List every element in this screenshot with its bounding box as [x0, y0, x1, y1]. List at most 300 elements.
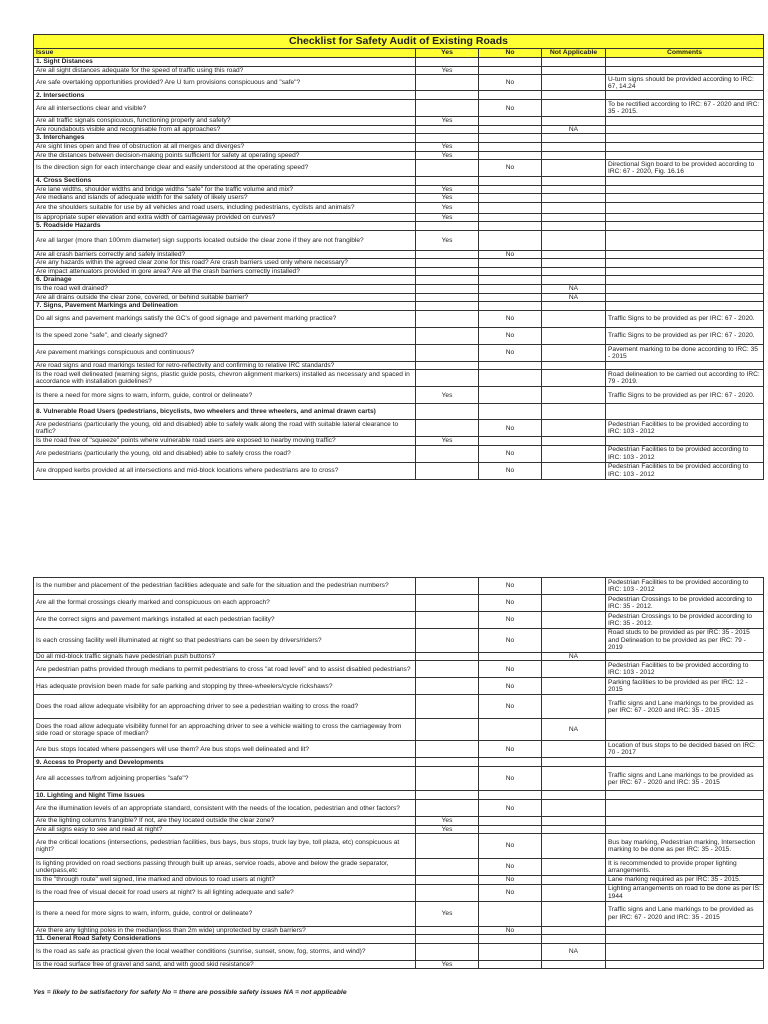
no-cell: [479, 125, 542, 133]
na-cell: [542, 327, 606, 344]
yes-cell: [416, 612, 479, 629]
no-cell: No: [479, 884, 542, 901]
na-cell: [542, 695, 606, 719]
header-no: No: [479, 49, 542, 58]
yes-cell: [416, 926, 479, 934]
issue-question: Are the distances between decision-making points sufficient for safety at operating speed?: [34, 151, 416, 159]
yes-cell: [416, 327, 479, 344]
yes-cell: [416, 943, 479, 960]
no-cell: [479, 151, 542, 159]
yes-cell: [416, 267, 479, 275]
issue-question: Are pedestrians (particularly the young, old and disabled) able to safely walk along the road with suitable lateral clearance to traffic?: [34, 420, 416, 437]
checklist-row: [34, 926, 764, 934]
no-cell: No: [479, 462, 542, 479]
na-cell: [542, 859, 606, 876]
yes-cell: [416, 767, 479, 791]
comment-cell: [606, 185, 764, 193]
comment-cell: U-turn signs should be provided according to IRC: 67, 14.24: [606, 75, 764, 91]
no-cell: [479, 267, 542, 275]
issue-question: Are any hazards within the agreed clear zone for this road? Are crash barriers used only where necessary?: [34, 259, 416, 267]
checklist-row: [34, 462, 764, 479]
na-cell: [542, 629, 606, 653]
comment-cell: Traffic Signs to be provided as per IRC: 67 - 2020.: [606, 310, 764, 327]
no-cell: No: [479, 661, 542, 678]
issue-question: Are the shoulders suitable for use by all vehicles and road users, including pedestrians, cyclists and animals?: [34, 202, 416, 213]
comment-cell: Pedestrian Facilities to be provided according to IRC: 103 - 2012: [606, 420, 764, 437]
comment-cell: [606, 194, 764, 202]
na-cell: [542, 75, 606, 91]
yes-cell: Yes: [416, 437, 479, 445]
empty-cell: [416, 176, 479, 185]
header-issue: Issue: [34, 49, 416, 58]
no-cell: No: [479, 445, 542, 462]
empty-cell: [416, 301, 479, 310]
empty-cell: [606, 134, 764, 143]
checklist-row: [34, 202, 764, 213]
issue-question: Are the lighting columns frangible? If not, are they located outside the clear zone?: [34, 817, 416, 825]
na-cell: [542, 194, 606, 202]
na-cell: [542, 202, 606, 213]
checklist-row: [34, 151, 764, 159]
na-cell: NA: [542, 719, 606, 741]
yes-cell: [416, 462, 479, 479]
na-cell: [542, 67, 606, 75]
comment-cell: [606, 825, 764, 833]
yes-cell: [416, 800, 479, 817]
issue-question: Are safe overtaking opportunities provided? Are U turn provisions conspicuous and "safe"?: [34, 75, 416, 91]
checklist-row: [34, 293, 764, 301]
section-title: 11. General Road Safety Considerations: [34, 934, 416, 943]
na-cell: [542, 344, 606, 361]
empty-cell: [416, 222, 479, 231]
empty-cell: [479, 404, 542, 420]
na-cell: [542, 462, 606, 479]
empty-cell: [479, 91, 542, 100]
comment-cell: Pedestrian Facilities to be provided according to IRC: 103 - 2012: [606, 445, 764, 462]
checklist-row: [34, 185, 764, 193]
no-cell: No: [479, 741, 542, 758]
yes-cell: [416, 595, 479, 612]
section-header-row: [34, 934, 764, 943]
section-header-row: [34, 791, 764, 800]
checklist-row: [34, 361, 764, 369]
yes-cell: [416, 100, 479, 117]
section-header-row: [34, 276, 764, 285]
yes-cell: [416, 420, 479, 437]
yes-cell: [416, 445, 479, 462]
na-cell: NA: [542, 293, 606, 301]
issue-question: Are impact attenuators provided in gore area? Are all the crash barriers correctly installed?: [34, 267, 416, 275]
yes-cell: [416, 876, 479, 884]
no-cell: [479, 943, 542, 960]
comment-cell: [606, 202, 764, 213]
yes-cell: [416, 370, 479, 387]
checklist-row: [34, 825, 764, 833]
issue-question: Are all intersections clear and visible?: [34, 100, 416, 117]
na-cell: NA: [542, 285, 606, 293]
yes-cell: Yes: [416, 117, 479, 125]
checklist-row: [34, 327, 764, 344]
na-cell: [542, 834, 606, 859]
comment-cell: [606, 67, 764, 75]
comment-cell: [606, 293, 764, 301]
checklist-row: [34, 213, 764, 221]
issue-question: Do all signs and pavement markings satisfy the GC's of good signage and pavement marking practice?: [34, 310, 416, 327]
section-title: 8. Vulnerable Road Users (pedestrians, bicyclists, two wheelers and three wheelers, and animal drawn carts): [34, 404, 416, 420]
na-cell: [542, 901, 606, 926]
issue-question: Are road signs and road markings tested for retro-reflectivity and confirming to relative IRC standards?: [34, 361, 416, 369]
no-cell: [479, 817, 542, 825]
comment-cell: Road studs to be provided as per IRC: 35 - 2015 and Delineation to be provided as per IRC: 79 - 2019: [606, 629, 764, 653]
empty-cell: [606, 301, 764, 310]
empty-cell: [606, 404, 764, 420]
checklist-row: [34, 578, 764, 595]
empty-cell: [479, 222, 542, 231]
header-yes: Yes: [416, 49, 479, 58]
yes-cell: Yes: [416, 202, 479, 213]
empty-cell: [542, 58, 606, 67]
issue-question: Is the "through route" well signed, line marked and obvious to road users at night?: [34, 876, 416, 884]
no-cell: [479, 293, 542, 301]
comment-cell: [606, 437, 764, 445]
checklist-row: [34, 285, 764, 293]
no-cell: [479, 143, 542, 151]
yes-cell: Yes: [416, 143, 479, 151]
empty-cell: [606, 58, 764, 67]
empty-cell: [606, 276, 764, 285]
issue-question: Is there a need for more signs to warn, inform, guide, control or delineate?: [34, 901, 416, 926]
issue-question: Are dropped kerbs provided at all intersections and mid-block locations where pedestrians are to cross?: [34, 462, 416, 479]
issue-question: Is the road as safe as practical given the local weather conditions (sunrise, sunset, snow, fog, storms, and wind)?: [34, 943, 416, 960]
no-cell: [479, 901, 542, 926]
checklist-row: [34, 67, 764, 75]
na-cell: [542, 251, 606, 259]
yes-cell: [416, 344, 479, 361]
empty-cell: [542, 404, 606, 420]
checklist-row: [34, 437, 764, 445]
checklist-row: [34, 767, 764, 791]
yes-cell: [416, 361, 479, 369]
no-cell: [479, 259, 542, 267]
yes-cell: Yes: [416, 194, 479, 202]
comment-cell: [606, 285, 764, 293]
checklist-row: [34, 960, 764, 968]
no-cell: [479, 213, 542, 221]
yes-cell: [416, 884, 479, 901]
na-cell: [542, 361, 606, 369]
na-cell: [542, 231, 606, 251]
issue-question: Are the illumination levels of an appropriate standard, consistent with the needs of the location, pedestrian and other factors?: [34, 800, 416, 817]
no-cell: No: [479, 327, 542, 344]
empty-cell: [416, 58, 479, 67]
issue-question: Are all traffic signals conspicuous, functioning properly and safety?: [34, 117, 416, 125]
comment-cell: [606, 960, 764, 968]
section-header-row: [34, 58, 764, 67]
issue-question: Is the speed zone "safe", and clearly signed?: [34, 327, 416, 344]
checklist-row: [34, 370, 764, 387]
no-cell: [479, 231, 542, 251]
no-cell: [479, 960, 542, 968]
na-cell: [542, 159, 606, 176]
na-cell: [542, 825, 606, 833]
comment-cell: [606, 943, 764, 960]
comment-cell: [606, 117, 764, 125]
no-cell: [479, 194, 542, 202]
comment-cell: Bus bay marking, Pedestrian marking, Intersection marking to be done as per IRC: 35 - 2015.: [606, 834, 764, 859]
legend-footnote: Yes = likely to be satisfactory for safety No = there are possible safety issues NA = not applicable: [33, 989, 347, 996]
yes-cell: [416, 251, 479, 259]
checklist-row: [34, 310, 764, 327]
section-title: 7. Signs, Pavement Markings and Delineation: [34, 301, 416, 310]
comment-cell: Directional Sign board to be provided according to IRC: 67 - 2020, Fig. 16.16: [606, 159, 764, 176]
issue-question: Are bus stops located where passengers will use them? Are bus stops well delineated and lit?: [34, 741, 416, 758]
no-cell: No: [479, 695, 542, 719]
section-title: 1. Sight Distances: [34, 58, 416, 67]
na-cell: [542, 387, 606, 404]
empty-cell: [542, 301, 606, 310]
empty-cell: [606, 222, 764, 231]
yes-cell: Yes: [416, 901, 479, 926]
checklist-row: [34, 259, 764, 267]
na-cell: NA: [542, 943, 606, 960]
checklist-row: [34, 741, 764, 758]
checklist-row: [34, 251, 764, 259]
comment-cell: Pedestrian Facilities to be provided according to IRC: 103 - 2012: [606, 462, 764, 479]
issue-question: Are the correct signs and pavement markings installed at each pedestrian facility?: [34, 612, 416, 629]
issue-question: Is the direction sign for each interchange clear and easily understood at the operating speed?: [34, 159, 416, 176]
empty-cell: [606, 176, 764, 185]
issue-question: Are all sight distances adequate for the speed of traffic using this road?: [34, 67, 416, 75]
no-cell: [479, 67, 542, 75]
comment-cell: Pedestrian Crossings to be provided according to IRC: 35 - 2012.: [606, 595, 764, 612]
na-cell: [542, 800, 606, 817]
yes-cell: [416, 695, 479, 719]
issue-question: Are roundabouts visible and recognisable from all approaches?: [34, 125, 416, 133]
empty-cell: [479, 301, 542, 310]
empty-cell: [542, 222, 606, 231]
comment-cell: [606, 361, 764, 369]
section-title: 10. Lighting and Night Time Issues: [34, 791, 416, 800]
na-cell: NA: [542, 653, 606, 661]
issue-question: Is the road free of "squeeze" points where vulnerable road users are exposed to nearby moving traffic?: [34, 437, 416, 445]
section-header-row: [34, 176, 764, 185]
yes-cell: [416, 293, 479, 301]
checklist-row: [34, 75, 764, 91]
no-cell: [479, 361, 542, 369]
issue-question: Is the road free of visual deceit for road users at night? Is all lighting adequate and safe?: [34, 884, 416, 901]
header-not-applicable: Not Applicable: [542, 49, 606, 58]
section-header-row: [34, 301, 764, 310]
yes-cell: Yes: [416, 960, 479, 968]
comment-cell: Pavement marking to be done according to IRC: 35 - 2015: [606, 344, 764, 361]
no-cell: No: [479, 612, 542, 629]
no-cell: No: [479, 251, 542, 259]
no-cell: [479, 387, 542, 404]
na-cell: [542, 370, 606, 387]
checklist-row: [34, 695, 764, 719]
empty-cell: [542, 176, 606, 185]
na-cell: [542, 117, 606, 125]
comment-cell: [606, 231, 764, 251]
issue-question: Is the road surface free of gravel and sand, and with good skid resistance?: [34, 960, 416, 968]
no-cell: No: [479, 800, 542, 817]
yes-cell: Yes: [416, 213, 479, 221]
empty-cell: [606, 91, 764, 100]
checklist-row: [34, 653, 764, 661]
yes-cell: [416, 741, 479, 758]
na-cell: [542, 259, 606, 267]
yes-cell: [416, 661, 479, 678]
checklist-row: [34, 901, 764, 926]
comment-cell: It is recommended to provide proper lighting arrangements.: [606, 859, 764, 876]
no-cell: No: [479, 159, 542, 176]
na-cell: [542, 267, 606, 275]
section-title: 4. Cross Sections: [34, 176, 416, 185]
issue-question: Does the road allow adequate visibility funnel for an approaching driver to see a vehicle waiting to cross the carriageway from side road or storage space of median?: [34, 719, 416, 741]
checklist-row: [34, 876, 764, 884]
na-cell: [542, 185, 606, 193]
comment-cell: [606, 267, 764, 275]
comment-cell: Traffic Signs to be provided as per IRC: 67 - 2020.: [606, 327, 764, 344]
na-cell: [542, 420, 606, 437]
no-cell: No: [479, 876, 542, 884]
empty-cell: [542, 934, 606, 943]
section-header-row: [34, 222, 764, 231]
comment-cell: Pedestrian Facilities to be provided according to IRC: 103 - 2012: [606, 661, 764, 678]
issue-question: Are all drains outside the clear zone, covered, or behind suitable barrier?: [34, 293, 416, 301]
empty-cell: [479, 134, 542, 143]
empty-cell: [416, 934, 479, 943]
no-cell: No: [479, 344, 542, 361]
issue-question: Are sight lines open and free of obstruction at all merges and diverges?: [34, 143, 416, 151]
checklist-row: [34, 267, 764, 275]
comment-cell: Pedestrian Facilities to be provided according to IRC: 103 - 2012: [606, 578, 764, 595]
issue-question: Are pavement markings conspicuous and continuous?: [34, 344, 416, 361]
issue-question: Is the road well delineated (warning signs, plastic guide posts, chevron alignment markers) installed as necessary and spaced in accordance with installation guidelines?: [34, 370, 416, 387]
checklist-row: [34, 943, 764, 960]
empty-cell: [606, 934, 764, 943]
empty-cell: [542, 134, 606, 143]
checklist-row: [34, 800, 764, 817]
yes-cell: [416, 578, 479, 595]
yes-cell: [416, 310, 479, 327]
checklist-row: [34, 159, 764, 176]
comment-cell: Traffic signs and Lane markings to be provided as per IRC: 67 - 2020 and IRC: 35 - 2015: [606, 901, 764, 926]
yes-cell: Yes: [416, 387, 479, 404]
checklist-row: [34, 678, 764, 695]
comment-cell: [606, 259, 764, 267]
checklist-row: [34, 231, 764, 251]
section-header-row: [34, 758, 764, 767]
issue-question: Do all mid-block traffic signals have pedestrian push buttons?: [34, 653, 416, 661]
issue-question: Are there any lighting poles in the median(less than 2m wide) unprotected by crash barriers?: [34, 926, 416, 934]
checklist-row: [34, 420, 764, 437]
yes-cell: [416, 159, 479, 176]
yes-cell: [416, 125, 479, 133]
comment-cell: Traffic Signs to be provided as per IRC: 67 - 2020.: [606, 387, 764, 404]
yes-cell: Yes: [416, 231, 479, 251]
na-cell: [542, 767, 606, 791]
empty-cell: [479, 58, 542, 67]
issue-question: Are all larger (more than 100mm diameter) sign supports located outside the clear zone if they are not frangible?: [34, 231, 416, 251]
empty-cell: [479, 176, 542, 185]
comment-cell: [606, 125, 764, 133]
issue-question: Are all accesses to/from adjoining properties "safe"?: [34, 767, 416, 791]
comment-cell: Location of bus stops to be decided based on IRC: 70 - 2017: [606, 741, 764, 758]
no-cell: No: [479, 767, 542, 791]
yes-cell: Yes: [416, 817, 479, 825]
yes-cell: [416, 678, 479, 695]
no-cell: No: [479, 629, 542, 653]
no-cell: [479, 653, 542, 661]
no-cell: No: [479, 75, 542, 91]
checklist-row: [34, 117, 764, 125]
yes-cell: [416, 653, 479, 661]
issue-question: Are medians and islands of adequate width for the safety of likely users?: [34, 194, 416, 202]
comment-cell: [606, 251, 764, 259]
yes-cell: Yes: [416, 151, 479, 159]
section-title: 2. Intersections: [34, 91, 416, 100]
na-cell: [542, 926, 606, 934]
comment-cell: Lane marking required as per IRC: 35 - 2015.: [606, 876, 764, 884]
no-cell: No: [479, 926, 542, 934]
empty-cell: [542, 276, 606, 285]
comment-cell: Pedestrian Crossings to be provided according to IRC: 35 - 2012.: [606, 612, 764, 629]
empty-cell: [542, 91, 606, 100]
issue-question: Is the number and placement of the pedestrian facilities adequate and safe for the situation and the pedestrian numbers?: [34, 578, 416, 595]
yes-cell: [416, 859, 479, 876]
empty-cell: [542, 791, 606, 800]
empty-cell: [542, 758, 606, 767]
issue-question: Are pedestrian paths provided through medians to permit pedestrians to cross "at road level" and to assist disabled pedestrians?: [34, 661, 416, 678]
na-cell: [542, 884, 606, 901]
section-title: 6. Drainage: [34, 276, 416, 285]
no-cell: [479, 185, 542, 193]
na-cell: [542, 678, 606, 695]
checklist-row: [34, 595, 764, 612]
yes-cell: [416, 834, 479, 859]
no-cell: [479, 285, 542, 293]
issue-question: Is appropriate super elevation and extra width of carriageway provided on curves?: [34, 213, 416, 221]
na-cell: [542, 578, 606, 595]
na-cell: [542, 741, 606, 758]
issue-question: Is there a need for more signs to warn, inform, guide, control or delineate?: [34, 387, 416, 404]
comment-cell: [606, 653, 764, 661]
no-cell: [479, 370, 542, 387]
no-cell: No: [479, 100, 542, 117]
na-cell: [542, 595, 606, 612]
section-title: 9. Access to Property and Developments: [34, 758, 416, 767]
yes-cell: [416, 629, 479, 653]
no-cell: [479, 719, 542, 741]
checklist-row: [34, 661, 764, 678]
no-cell: [479, 437, 542, 445]
na-cell: [542, 817, 606, 825]
checklist-row: [34, 125, 764, 133]
na-cell: [542, 213, 606, 221]
issue-question: Is the road well drained?: [34, 285, 416, 293]
yes-cell: [416, 285, 479, 293]
issue-question: Are all signs easy to see and read at night?: [34, 825, 416, 833]
yes-cell: [416, 75, 479, 91]
empty-cell: [416, 404, 479, 420]
comment-cell: [606, 213, 764, 221]
empty-cell: [416, 758, 479, 767]
section-title: 5. Roadside Hazards: [34, 222, 416, 231]
no-cell: [479, 117, 542, 125]
checklist-row: [34, 344, 764, 361]
comment-cell: [606, 151, 764, 159]
